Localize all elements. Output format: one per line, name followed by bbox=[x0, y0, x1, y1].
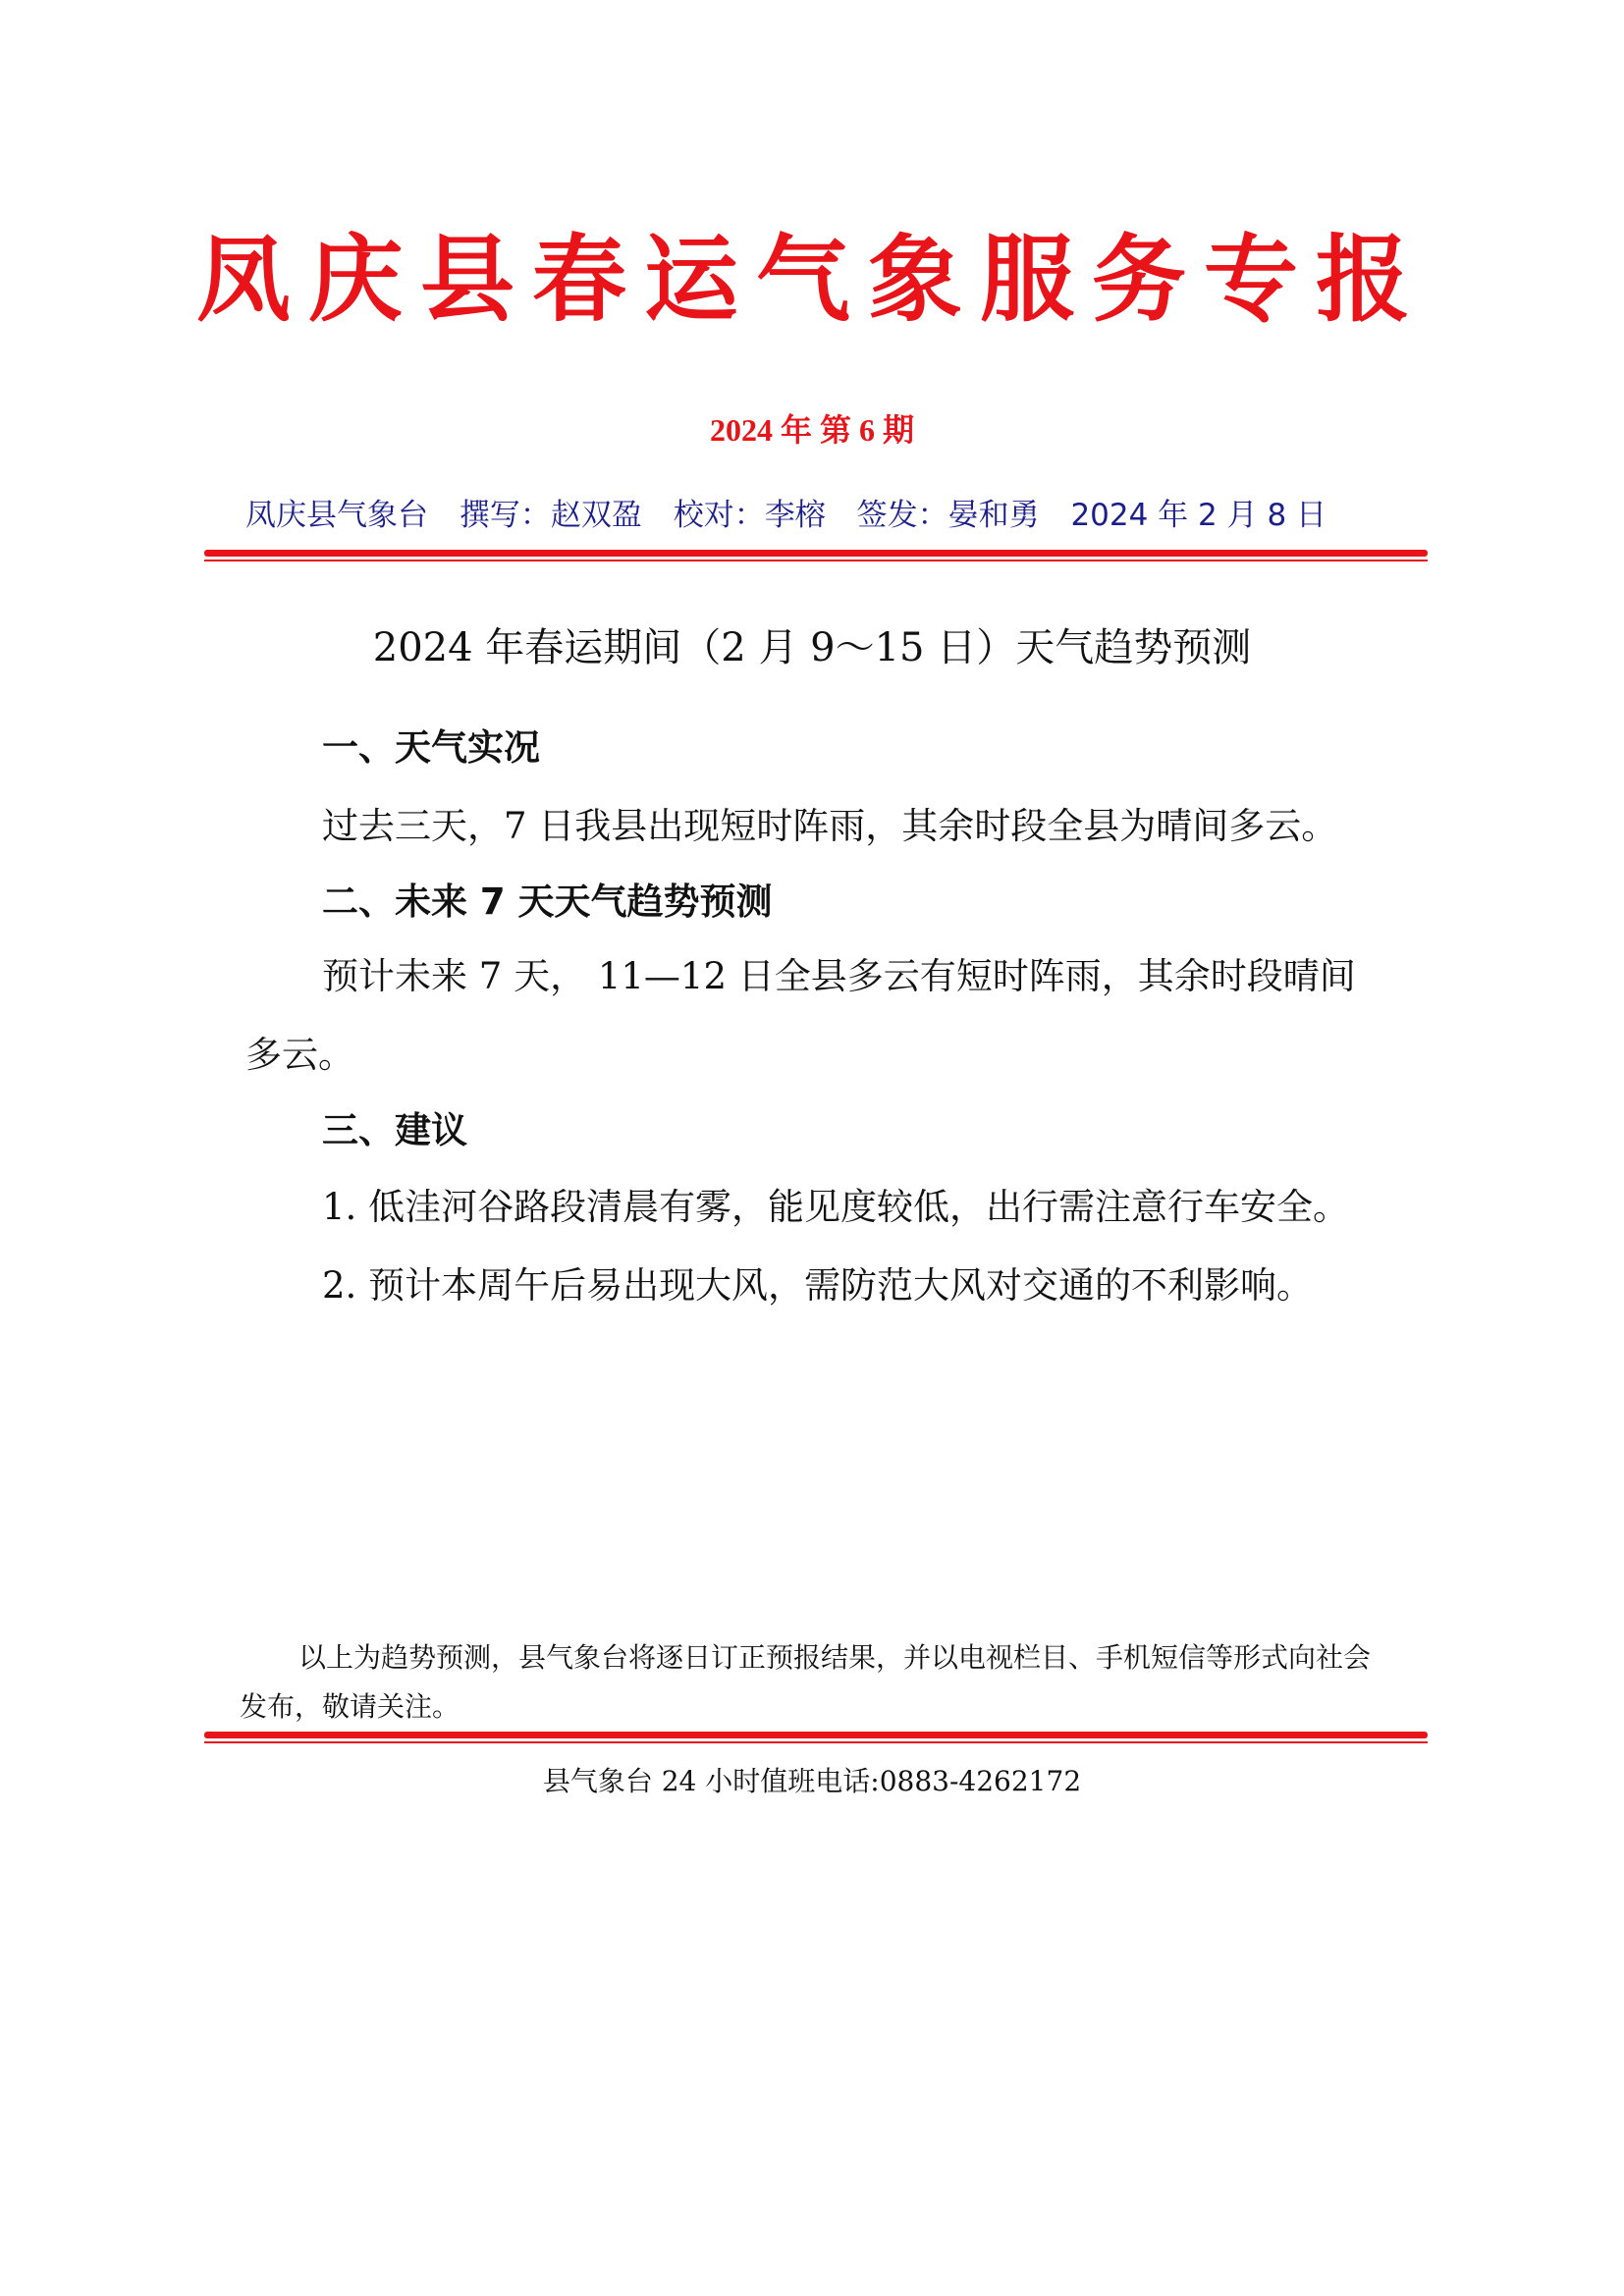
document-title: 2024 年春运期间（2 月 9～15 日）天气趋势预测 bbox=[372, 625, 1252, 670]
footer-divider bbox=[204, 1732, 1428, 1743]
byline-date: 2024 年 2 月 8 日 bbox=[1070, 498, 1327, 533]
byline-author: 撰写：赵双盈 bbox=[459, 498, 642, 533]
section-heading-2: 二、未来 7 天天气趋势预测 bbox=[322, 881, 773, 923]
disclaimer-note: 以上为趋势预测，县气象台将逐日订正预报结果，并以电视栏目、手机短信等形式向社会发布，敬请关注。 bbox=[240, 1641, 1372, 1723]
issue-number: 2024 年 第 6 期 bbox=[709, 412, 914, 448]
section-2-paragraph: 预计未来 7 天， 11—12 日全县多云有短时阵雨，其余时段晴间多云。 bbox=[245, 955, 1356, 1076]
section-heading-1: 一、天气实况 bbox=[322, 726, 540, 769]
advice-item-1: 1. 低洼河谷路段清晨有雾，能见度较低，出行需注意行车安全。 bbox=[322, 1186, 1350, 1228]
masthead-title: 凤庆县春运气象服务专报 bbox=[196, 224, 1428, 335]
section-heading-3: 三、建议 bbox=[322, 1109, 467, 1151]
byline-proofreader: 校对：李榕 bbox=[673, 498, 826, 533]
byline-issuer: 签发：晏和勇 bbox=[856, 498, 1040, 533]
section-1-paragraph: 过去三天，7 日我县出现短时阵雨，其余时段全县为晴间多云。 bbox=[322, 805, 1338, 847]
byline bbox=[245, 496, 1348, 535]
advice-item-2: 2. 预计本周午后易出现大风，需防范大风对交通的不利影响。 bbox=[322, 1264, 1314, 1307]
byline-org: 凤庆县气象台 bbox=[245, 498, 428, 533]
hotline-text: 县气象台 24 小时值班电话:0883-4262172 bbox=[542, 1765, 1082, 1797]
header-divider bbox=[204, 550, 1428, 561]
